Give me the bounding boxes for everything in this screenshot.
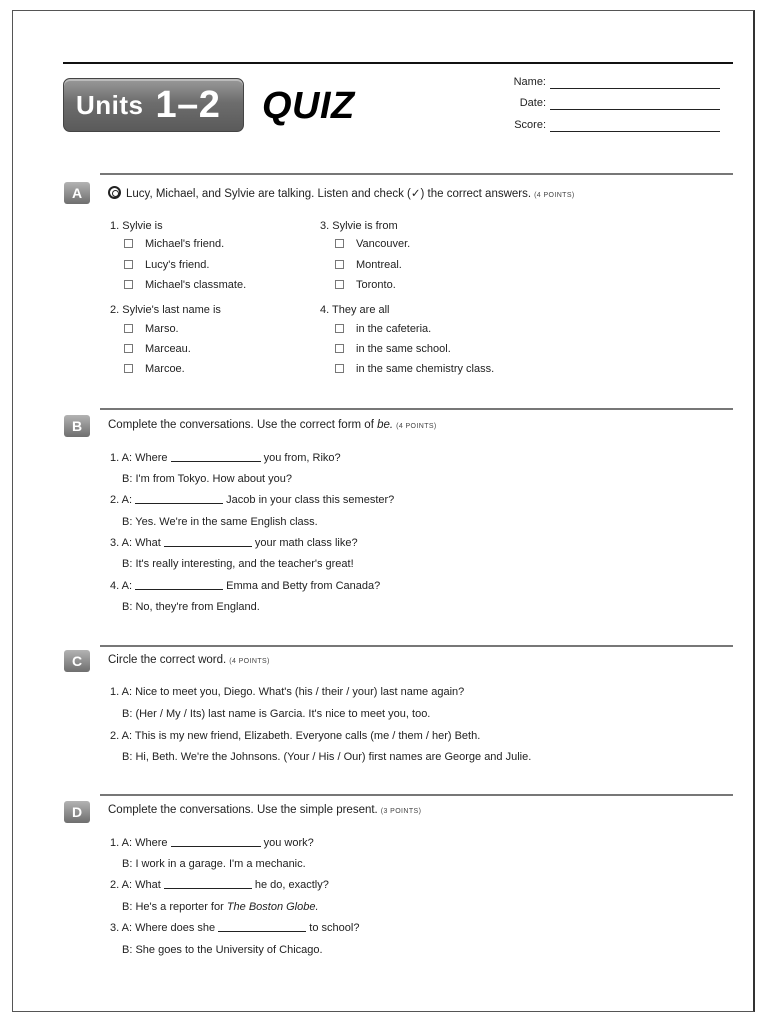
- option-a4-2[interactable]: in the same school.: [335, 343, 451, 355]
- section-c-badge: C: [64, 650, 90, 672]
- b1-a-line: 1. A: Where you from, Riko?: [110, 452, 341, 464]
- checkbox[interactable]: [335, 239, 344, 248]
- question-a2-stem: 2. Sylvie's last name is: [110, 304, 221, 316]
- section-c-points: (4 POINTS): [229, 658, 270, 665]
- checkbox[interactable]: [124, 239, 133, 248]
- c2-b-line: B: Hi, Beth. We're the Johnsons. (Your / His / Our) first names are George and Julie.: [122, 751, 532, 763]
- b4-b-line: B: No, they're from England.: [122, 601, 260, 613]
- c2-a-line: 2. A: This is my new friend, Elizabeth. Everyone calls (me / them / her) Beth.: [110, 730, 481, 742]
- option-a4-3[interactable]: in the same chemistry class.: [335, 363, 494, 375]
- section-b-points: (4 POINTS): [396, 423, 437, 430]
- option-a1-2[interactable]: Lucy's friend.: [124, 259, 209, 271]
- checkbox[interactable]: [335, 364, 344, 373]
- units-badge: [63, 78, 244, 132]
- b3-a-line: 3. A: What your math class like?: [110, 537, 358, 549]
- section-a-points: (4 POINTS): [534, 192, 575, 199]
- checkbox[interactable]: [124, 364, 133, 373]
- c1-b-line: B: (Her / My / Its) last name is Garcia. It's nice to meet you, too.: [122, 708, 431, 720]
- d2-a-line: 2. A: What he do, exactly?: [110, 879, 329, 891]
- section-b-instruction: Complete the conversations. Use the correct form of be. (4 POINTS): [108, 419, 437, 431]
- score-field[interactable]: [550, 131, 720, 132]
- question-a4-stem: 4. They are all: [320, 304, 390, 316]
- d1-b-line: B: I work in a garage. I'm a mechanic.: [122, 858, 306, 870]
- checkbox[interactable]: [335, 280, 344, 289]
- option-a2-2[interactable]: Marceau.: [124, 343, 191, 355]
- answer-blank[interactable]: [135, 580, 223, 590]
- answer-blank[interactable]: [171, 452, 261, 462]
- date-label: Date:: [519, 97, 546, 109]
- d2-b-line: B: He's a reporter for The Boston Globe.: [122, 901, 319, 913]
- d1-a-line: 1. A: Where you work?: [110, 837, 314, 849]
- b2-b-line: B: Yes. We're in the same English class.: [122, 516, 318, 528]
- option-a3-3[interactable]: Toronto.: [335, 279, 396, 291]
- section-b-rule: [100, 408, 733, 410]
- name-row: [486, 76, 726, 92]
- c1-a-line: 1. A: Nice to meet you, Diego. What's (his / their / your) last name again?: [110, 686, 465, 698]
- answer-blank[interactable]: [164, 879, 252, 889]
- checkbox[interactable]: [335, 344, 344, 353]
- section-c-rule: [100, 645, 733, 647]
- section-d-points: (3 POINTS): [380, 808, 422, 815]
- units-word: Units: [76, 89, 144, 120]
- section-a-rule: [100, 173, 733, 175]
- question-a3-stem: 3. Sylvie is from: [320, 220, 398, 232]
- b1-b-line: B: I'm from Tokyo. How about you?: [122, 473, 293, 485]
- option-a2-1[interactable]: Marso.: [124, 323, 179, 335]
- checkbox[interactable]: [335, 324, 344, 333]
- d3-a-line: 3. A: Where does she to school?: [110, 922, 360, 934]
- b4-a-line: 4. A: Emma and Betty from Canada?: [110, 580, 381, 592]
- answer-blank[interactable]: [171, 837, 261, 847]
- checkbox[interactable]: [124, 260, 133, 269]
- name-field[interactable]: [550, 88, 720, 89]
- option-a2-3[interactable]: Marcoe.: [124, 363, 185, 375]
- name-label: Name:: [513, 76, 546, 88]
- section-d-badge: D: [64, 801, 90, 823]
- units-number: 1–2: [155, 83, 221, 126]
- answer-blank[interactable]: [164, 537, 252, 547]
- quiz-title: QUIZ: [262, 85, 355, 127]
- section-a-badge: A: [64, 182, 90, 204]
- option-a3-2[interactable]: Montreal.: [335, 259, 402, 271]
- d3-b-line: B: She goes to the University of Chicago.: [122, 944, 323, 956]
- date-row: [486, 97, 726, 113]
- section-b-badge: B: [64, 415, 90, 437]
- section-d-rule: [100, 794, 733, 796]
- b3-b-line: B: It's really interesting, and the teacher's great!: [122, 558, 354, 570]
- option-a4-1[interactable]: in the cafeteria.: [335, 323, 431, 335]
- score-label: Score:: [514, 119, 546, 131]
- checkbox[interactable]: [124, 324, 133, 333]
- checkbox[interactable]: [335, 260, 344, 269]
- audio-cd-icon: [108, 186, 121, 199]
- answer-blank[interactable]: [135, 494, 223, 504]
- option-a3-1[interactable]: Vancouver.: [335, 238, 410, 250]
- top-rule: [63, 62, 733, 64]
- option-a1-1[interactable]: Michael's friend.: [124, 238, 224, 250]
- score-row: [486, 119, 726, 135]
- question-a1-stem: 1. Sylvie is: [110, 220, 163, 232]
- date-field[interactable]: [550, 109, 720, 110]
- section-c-instruction: Circle the correct word. (4 POINTS): [108, 654, 270, 666]
- answer-blank[interactable]: [218, 922, 306, 932]
- section-d-instruction: Complete the conversations. Use the simple present. (3 POINTS): [108, 804, 422, 816]
- b2-a-line: 2. A: Jacob in your class this semester?: [110, 494, 395, 506]
- checkbox[interactable]: [124, 280, 133, 289]
- section-a-instruction: Lucy, Michael, and Sylvie are talking. Listen and check (✓) the correct answers. (4 POINTS): [108, 186, 575, 200]
- option-a1-3[interactable]: Michael's classmate.: [124, 279, 246, 291]
- checkbox[interactable]: [124, 344, 133, 353]
